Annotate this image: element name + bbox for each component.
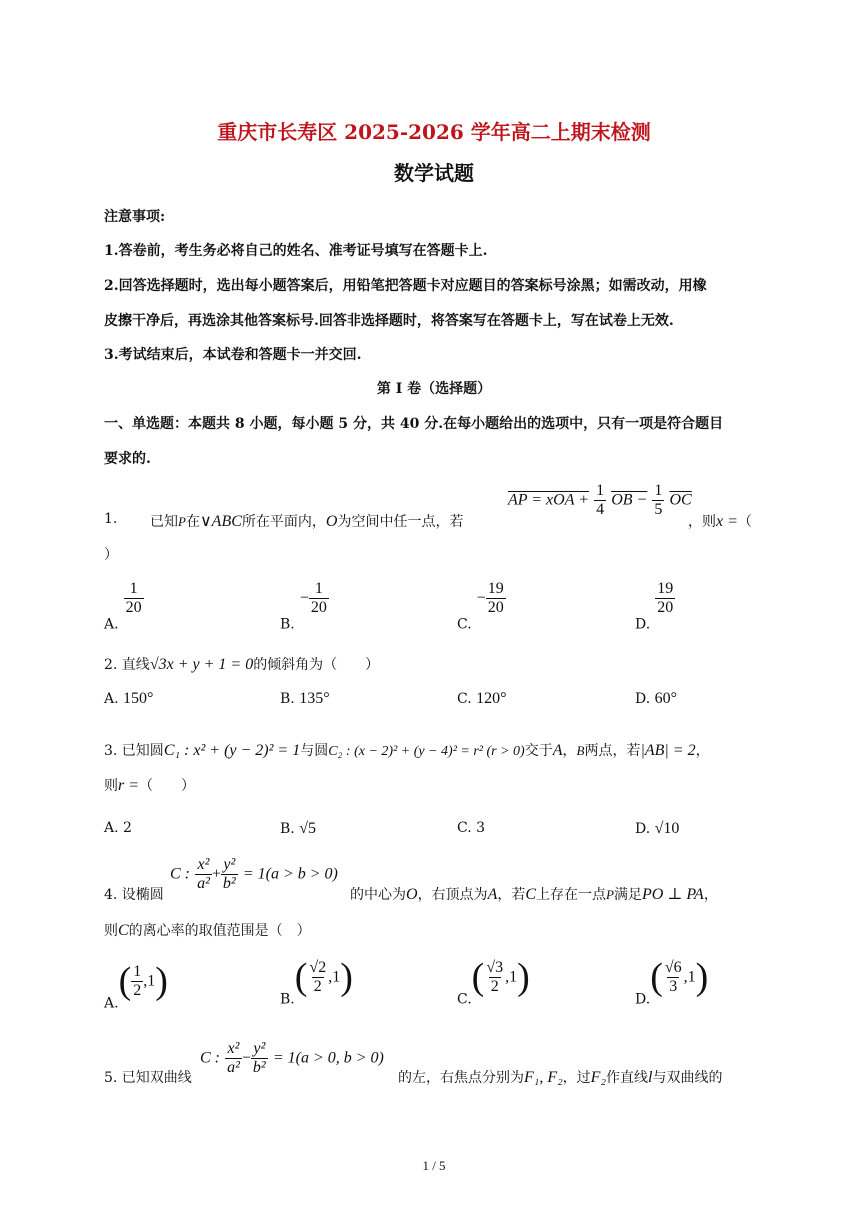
q3-option-b[interactable]: B. √5 xyxy=(280,820,316,837)
page-number: 1 / 5 xyxy=(422,1158,446,1173)
q1-option-b[interactable]: B. − $\frac{1}{20}$ xyxy=(280,580,327,633)
q3-option-a[interactable]: A. 2 xyxy=(104,820,132,836)
q5-stem: 的左，右焦点分别为F₁, F₂，过F₂作直线l与双曲线的 xyxy=(398,1069,723,1086)
part-heading-cont: 要求的. xyxy=(104,451,151,467)
q2-stem: 2. 直线√3x + y + 1 = 0的倾斜角为（ ） xyxy=(104,656,380,673)
notice-item-1: 1.答卷前，考生务必将自己的姓名、准考证号填写在答题卡上. xyxy=(104,243,488,259)
q1-ask: ，则x =（ xyxy=(688,513,752,530)
q1-option-d[interactable]: D. $\frac{19}{20}$ xyxy=(635,580,674,633)
q1-vector-formula: AP = xOA + $\frac{1}{4}$ OB − $\frac{1}{5}$ $\overline{OC}$ xyxy=(508,482,692,518)
q3-option-c[interactable]: C. 3 xyxy=(457,820,486,836)
q4-ellipse-equation: C : $\frac{\text{x²}}{\text{a²}}$ + $\frac{\text{y²}}{\text{b²}}$ = 1(a > b > 0) xyxy=(170,856,338,892)
q4-stem-cont: 则C的离心率的取值范围是（ ） xyxy=(104,922,311,939)
q2-option-c[interactable]: C. 120° xyxy=(457,690,507,707)
q1-paren-close: ） xyxy=(104,547,118,563)
q2-option-b[interactable]: B. 135° xyxy=(280,690,330,707)
q4-option-a[interactable]: A.( $\frac{1}{2}$ ,1) xyxy=(104,960,168,1012)
notice-item-3: 3.考试结束后，本试卷和答题卡一并交回. xyxy=(104,347,362,363)
q3-stem-cont: 则r =（ ） xyxy=(104,777,196,794)
notice-item-2: 2.回答选择题时，选出每小题答案后，用铅笔把答题卡对应题目的答案标号涂黑；如需改动，用橡 xyxy=(104,278,707,294)
q2-option-a[interactable]: A. 150° xyxy=(104,690,154,707)
q5-hyperbola-equation: C : $\frac{\text{x²}}{\text{a²}}$ − $\frac{\text{y²}}{\text{b²}}$ = 1(a > 0, b > 0) xyxy=(200,1040,384,1076)
volume-heading: 第 I 卷（选择题） xyxy=(376,381,492,397)
q4-number: 4. 设椭圆 xyxy=(104,887,164,903)
q1-option-c[interactable]: C. − $\frac{19}{20}$ xyxy=(457,580,504,633)
q1-number: 1. xyxy=(104,511,118,527)
part-heading: 一、单选题：本题共 8 小题，每小题 5 分，共 40 分.在每小题给出的选项中，只有一项是符合题目 xyxy=(104,416,724,432)
q4-stem: 的中心为O，右顶点为A，若C上存在一点P满足PO ⊥ PA， xyxy=(350,886,718,903)
q1-stem: 已知P在∨ABC所在平面内，O为空间中任一点，若 xyxy=(150,513,464,530)
q1-option-a[interactable]: A. $\frac{1}{20}$ xyxy=(104,580,142,633)
q3-stem: 3. 已知圆C₁ : x² + (y − 2)² = 1与圆C₂ : (x − 2)² + (y − 4)² = r² (r > 0)交于A，B两点，若|AB| = 2， xyxy=(104,742,710,759)
q5-number: 5. 已知双曲线 xyxy=(104,1070,192,1086)
q4-option-b[interactable]: B.( $\frac{√2}{2}$ ,1) xyxy=(280,956,353,1008)
notice-item-2-cont: 皮擦干净后，再选涂其他答案标号.回答非选择题时，将答案写在答题卡上，写在试卷上无效. xyxy=(104,313,674,329)
page-subtitle: 数学试题 xyxy=(394,161,474,185)
q4-option-c[interactable]: C.( $\frac{√3}{2}$ ,1) xyxy=(457,956,530,1008)
q3-option-d[interactable]: D. √10 xyxy=(635,820,680,837)
q4-option-d[interactable]: D.( $\frac{√6}{3}$ ,1) xyxy=(635,956,709,1008)
page-title: 重庆市长寿区 2025-2026 学年高二上期末检测 xyxy=(217,120,651,144)
q1-frac-fifth: $\frac{1}{5}$ xyxy=(654,482,663,518)
notice-heading: 注意事项: xyxy=(104,209,166,225)
q1-frac-quarter: $\frac{1}{4}$ xyxy=(596,482,605,518)
q2-option-d[interactable]: D. 60° xyxy=(635,690,678,707)
